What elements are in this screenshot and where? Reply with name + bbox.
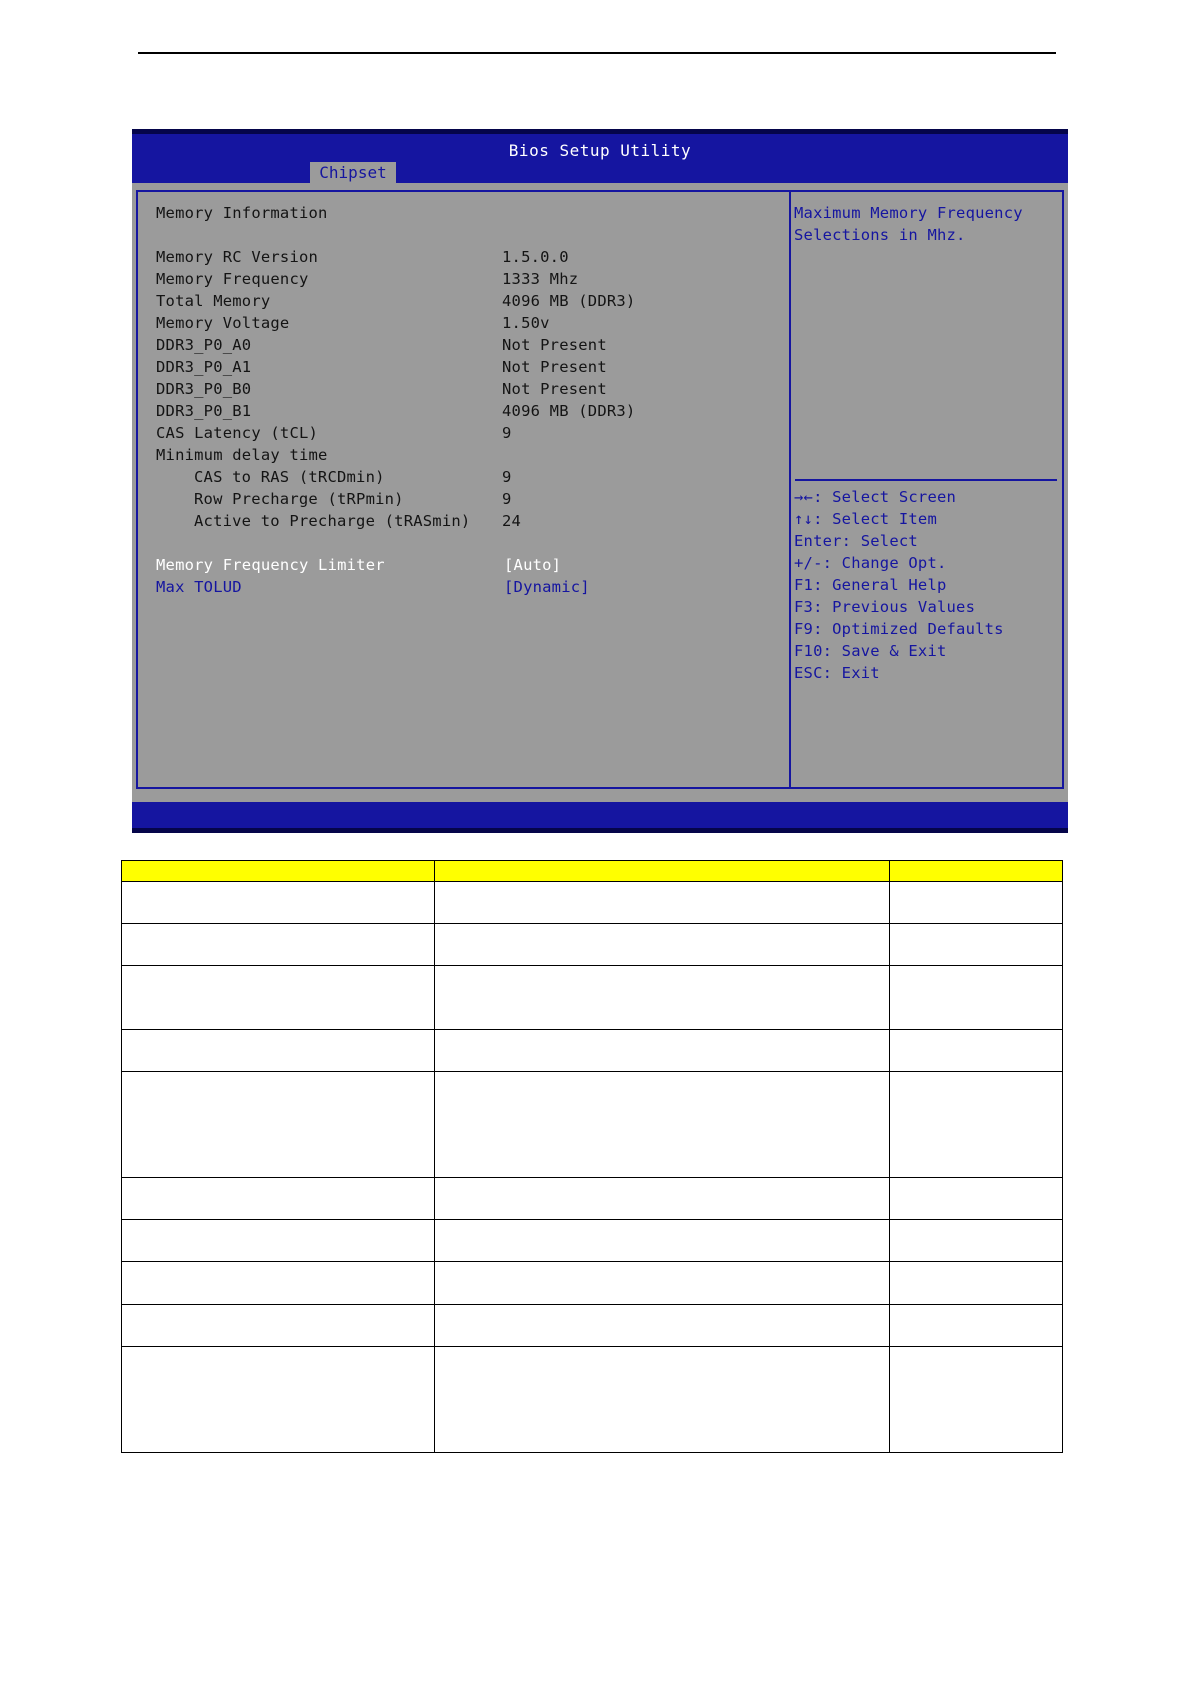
info-label: Active to Precharge (tRASmin)	[194, 512, 471, 530]
top-rule	[138, 52, 1056, 54]
key-hint-enter: Enter: Select	[794, 532, 918, 550]
table-header-cell	[122, 861, 435, 882]
bios-help-panel	[791, 190, 1064, 789]
key-hint-save-exit: F10: Save & Exit	[794, 642, 947, 660]
info-label: Memory Voltage	[156, 314, 290, 332]
table-cell	[122, 1220, 435, 1262]
table-cell	[122, 1178, 435, 1220]
info-label: Memory Frequency	[156, 270, 309, 288]
option-memory-frequency-limiter[interactable]: Memory Frequency Limiter	[156, 556, 385, 574]
bios-main-panel	[136, 190, 791, 789]
help-divider	[795, 479, 1057, 481]
key-hint-change-opt: +/-: Change Opt.	[794, 554, 947, 572]
option-max-tolud-value[interactable]: [Dynamic]	[504, 578, 590, 596]
table-cell	[890, 1072, 1063, 1178]
parameter-table	[121, 860, 1063, 1453]
table-cell	[890, 1305, 1063, 1347]
info-label: CAS to RAS (tRCDmin)	[194, 468, 385, 486]
key-hint-general-help: F1: General Help	[794, 576, 947, 594]
table-cell	[890, 1262, 1063, 1305]
table-header-cell	[435, 861, 890, 882]
table-cell	[122, 1262, 435, 1305]
table-cell	[435, 966, 890, 1030]
table-cell	[890, 882, 1063, 924]
option-max-tolud[interactable]: Max TOLUD	[156, 578, 242, 596]
info-value: Not Present	[502, 336, 607, 354]
table-cell	[435, 1347, 890, 1453]
info-value: 9	[502, 424, 512, 442]
table-cell	[890, 966, 1063, 1030]
info-value: Not Present	[502, 358, 607, 376]
table-row	[122, 1220, 1063, 1262]
info-label: Row Precharge (tRPmin)	[194, 490, 404, 508]
info-label: Minimum delay time	[156, 446, 328, 464]
table-row	[122, 1072, 1063, 1178]
info-label: DDR3_P0_B1	[156, 402, 252, 420]
table-cell	[435, 1072, 890, 1178]
table-row	[122, 1030, 1063, 1072]
key-hint-select-item: ↑↓: Select Item	[794, 510, 937, 528]
bios-title: Bios Setup Utility	[508, 141, 692, 160]
info-value: 24	[502, 512, 522, 530]
table-cell	[890, 1030, 1063, 1072]
info-value: Not Present	[502, 380, 607, 398]
table-row	[122, 1262, 1063, 1305]
info-label: Total Memory	[156, 292, 271, 310]
table-cell	[435, 1305, 890, 1347]
info-value: 9	[502, 490, 512, 508]
info-label: Memory RC Version	[156, 248, 319, 266]
table-row	[122, 966, 1063, 1030]
help-text-line: Selections in Mhz.	[794, 226, 966, 244]
table-cell	[435, 1178, 890, 1220]
info-value: 4096 MB (DDR3)	[502, 292, 636, 310]
table-row	[122, 924, 1063, 966]
table-cell	[122, 1305, 435, 1347]
table-cell	[122, 924, 435, 966]
info-value: 4096 MB (DDR3)	[502, 402, 636, 420]
section-title: Memory Information	[156, 204, 328, 222]
info-label: DDR3_P0_B0	[156, 380, 252, 398]
option-memory-frequency-limiter-value[interactable]: [Auto]	[504, 556, 562, 574]
info-value: 1.50v	[502, 314, 550, 332]
info-value: 1333 Mhz	[502, 270, 579, 288]
bios-screen	[132, 129, 1068, 833]
info-value: 9	[502, 468, 512, 486]
key-hint-previous-values: F3: Previous Values	[794, 598, 976, 616]
table-cell	[435, 924, 890, 966]
bios-header	[132, 134, 1068, 183]
key-hint-select-screen: →←: Select Screen	[794, 488, 957, 506]
table-cell	[435, 1030, 890, 1072]
info-label: CAS Latency (tCL)	[156, 424, 319, 442]
tab-chipset[interactable]: Chipset	[310, 162, 396, 183]
info-value: 1.5.0.0	[502, 248, 569, 266]
table-row	[122, 882, 1063, 924]
table-cell	[890, 1178, 1063, 1220]
help-text-line: Maximum Memory Frequency	[794, 204, 1023, 222]
table-header-row	[122, 861, 1063, 882]
table-cell	[122, 966, 435, 1030]
table-cell	[122, 1030, 435, 1072]
bios-bottom-strip	[132, 828, 1068, 833]
info-label: DDR3_P0_A0	[156, 336, 252, 354]
table-cell	[890, 1347, 1063, 1453]
table-cell	[122, 1347, 435, 1453]
info-label: DDR3_P0_A1	[156, 358, 252, 376]
table-cell	[122, 1072, 435, 1178]
key-hint-optimized-defaults: F9: Optimized Defaults	[794, 620, 1004, 638]
table-row	[122, 1305, 1063, 1347]
table-cell	[435, 1262, 890, 1305]
table-cell	[122, 882, 435, 924]
table-cell	[435, 882, 890, 924]
table-cell	[890, 1220, 1063, 1262]
key-hint-esc-exit: ESC: Exit	[794, 664, 880, 682]
table-cell	[435, 1220, 890, 1262]
table-cell	[890, 924, 1063, 966]
table-row	[122, 1347, 1063, 1453]
table-header-cell	[890, 861, 1063, 882]
bios-footer	[132, 802, 1068, 828]
table-row	[122, 1178, 1063, 1220]
